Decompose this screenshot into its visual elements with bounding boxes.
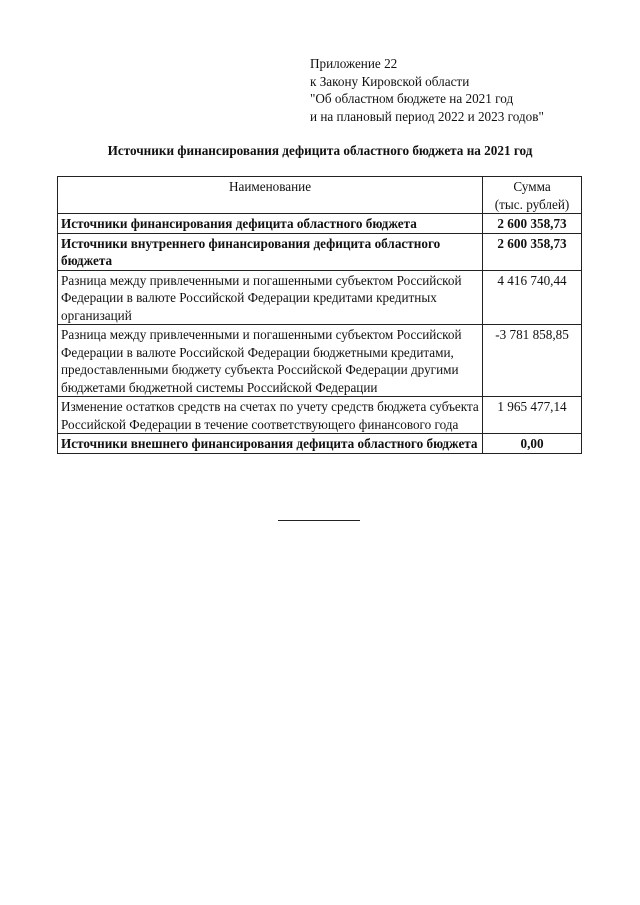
column-header-sum-unit: (тыс. рублей) bbox=[494, 196, 570, 212]
column-header-name: Наименование bbox=[58, 177, 483, 214]
table-row bbox=[58, 214, 582, 234]
row-amount: 2 600 358,73 bbox=[483, 214, 582, 234]
row-name: Разница между привлеченными и погашенными субъектом Российской Федерации в валюте Российской Федерации бюджетными кредитами, предоставленными бюджету субъекта Российской Федерации другими бюджетами бюджетной системы Российской Федерации bbox=[58, 325, 483, 397]
row-name: Источники внутреннего финансирования дефицита областного бюджета bbox=[58, 233, 483, 270]
row-amount: 2 600 358,73 bbox=[483, 233, 582, 270]
annex-law: к Закону Кировской области bbox=[310, 73, 470, 89]
table-row bbox=[58, 233, 582, 270]
row-amount: 1 965 477,14 bbox=[483, 397, 582, 434]
table-row bbox=[58, 397, 582, 434]
row-amount: 4 416 740,44 bbox=[483, 270, 582, 325]
table-row bbox=[58, 434, 582, 454]
table-row bbox=[58, 325, 582, 397]
column-header-sum-label: Сумма bbox=[513, 179, 551, 194]
row-name: Источники финансирования дефицита областного бюджета bbox=[58, 214, 483, 234]
financing-sources-table bbox=[57, 176, 582, 454]
row-name: Изменение остатков средств на счетах по учету средств бюджета субъекта Российской Федерации в течение соответствующего финансового года bbox=[58, 397, 483, 434]
table-header-row bbox=[58, 177, 582, 214]
row-name: Разница между привлеченными и погашенными субъектом Российской Федерации в валюте Российской Федерации кредитами кредитных организаций bbox=[58, 270, 483, 325]
row-amount: -3 781 858,85 bbox=[483, 325, 582, 397]
end-divider bbox=[278, 520, 360, 521]
annex-law-period: и на плановый период 2022 и 2023 годов" bbox=[310, 108, 544, 124]
column-header-sum bbox=[483, 177, 582, 214]
page-title: Источники финансирования дефицита областного бюджета на 2021 год bbox=[107, 143, 533, 158]
table-row bbox=[58, 270, 582, 325]
annex-law-title: "Об областном бюджете на 2021 год bbox=[310, 91, 514, 106]
annex-reference bbox=[310, 55, 544, 125]
annex-number: Приложение 22 bbox=[310, 56, 398, 71]
row-name: Источники внешнего финансирования дефицита областного бюджета bbox=[58, 434, 483, 454]
row-amount: 0,00 bbox=[483, 434, 582, 454]
